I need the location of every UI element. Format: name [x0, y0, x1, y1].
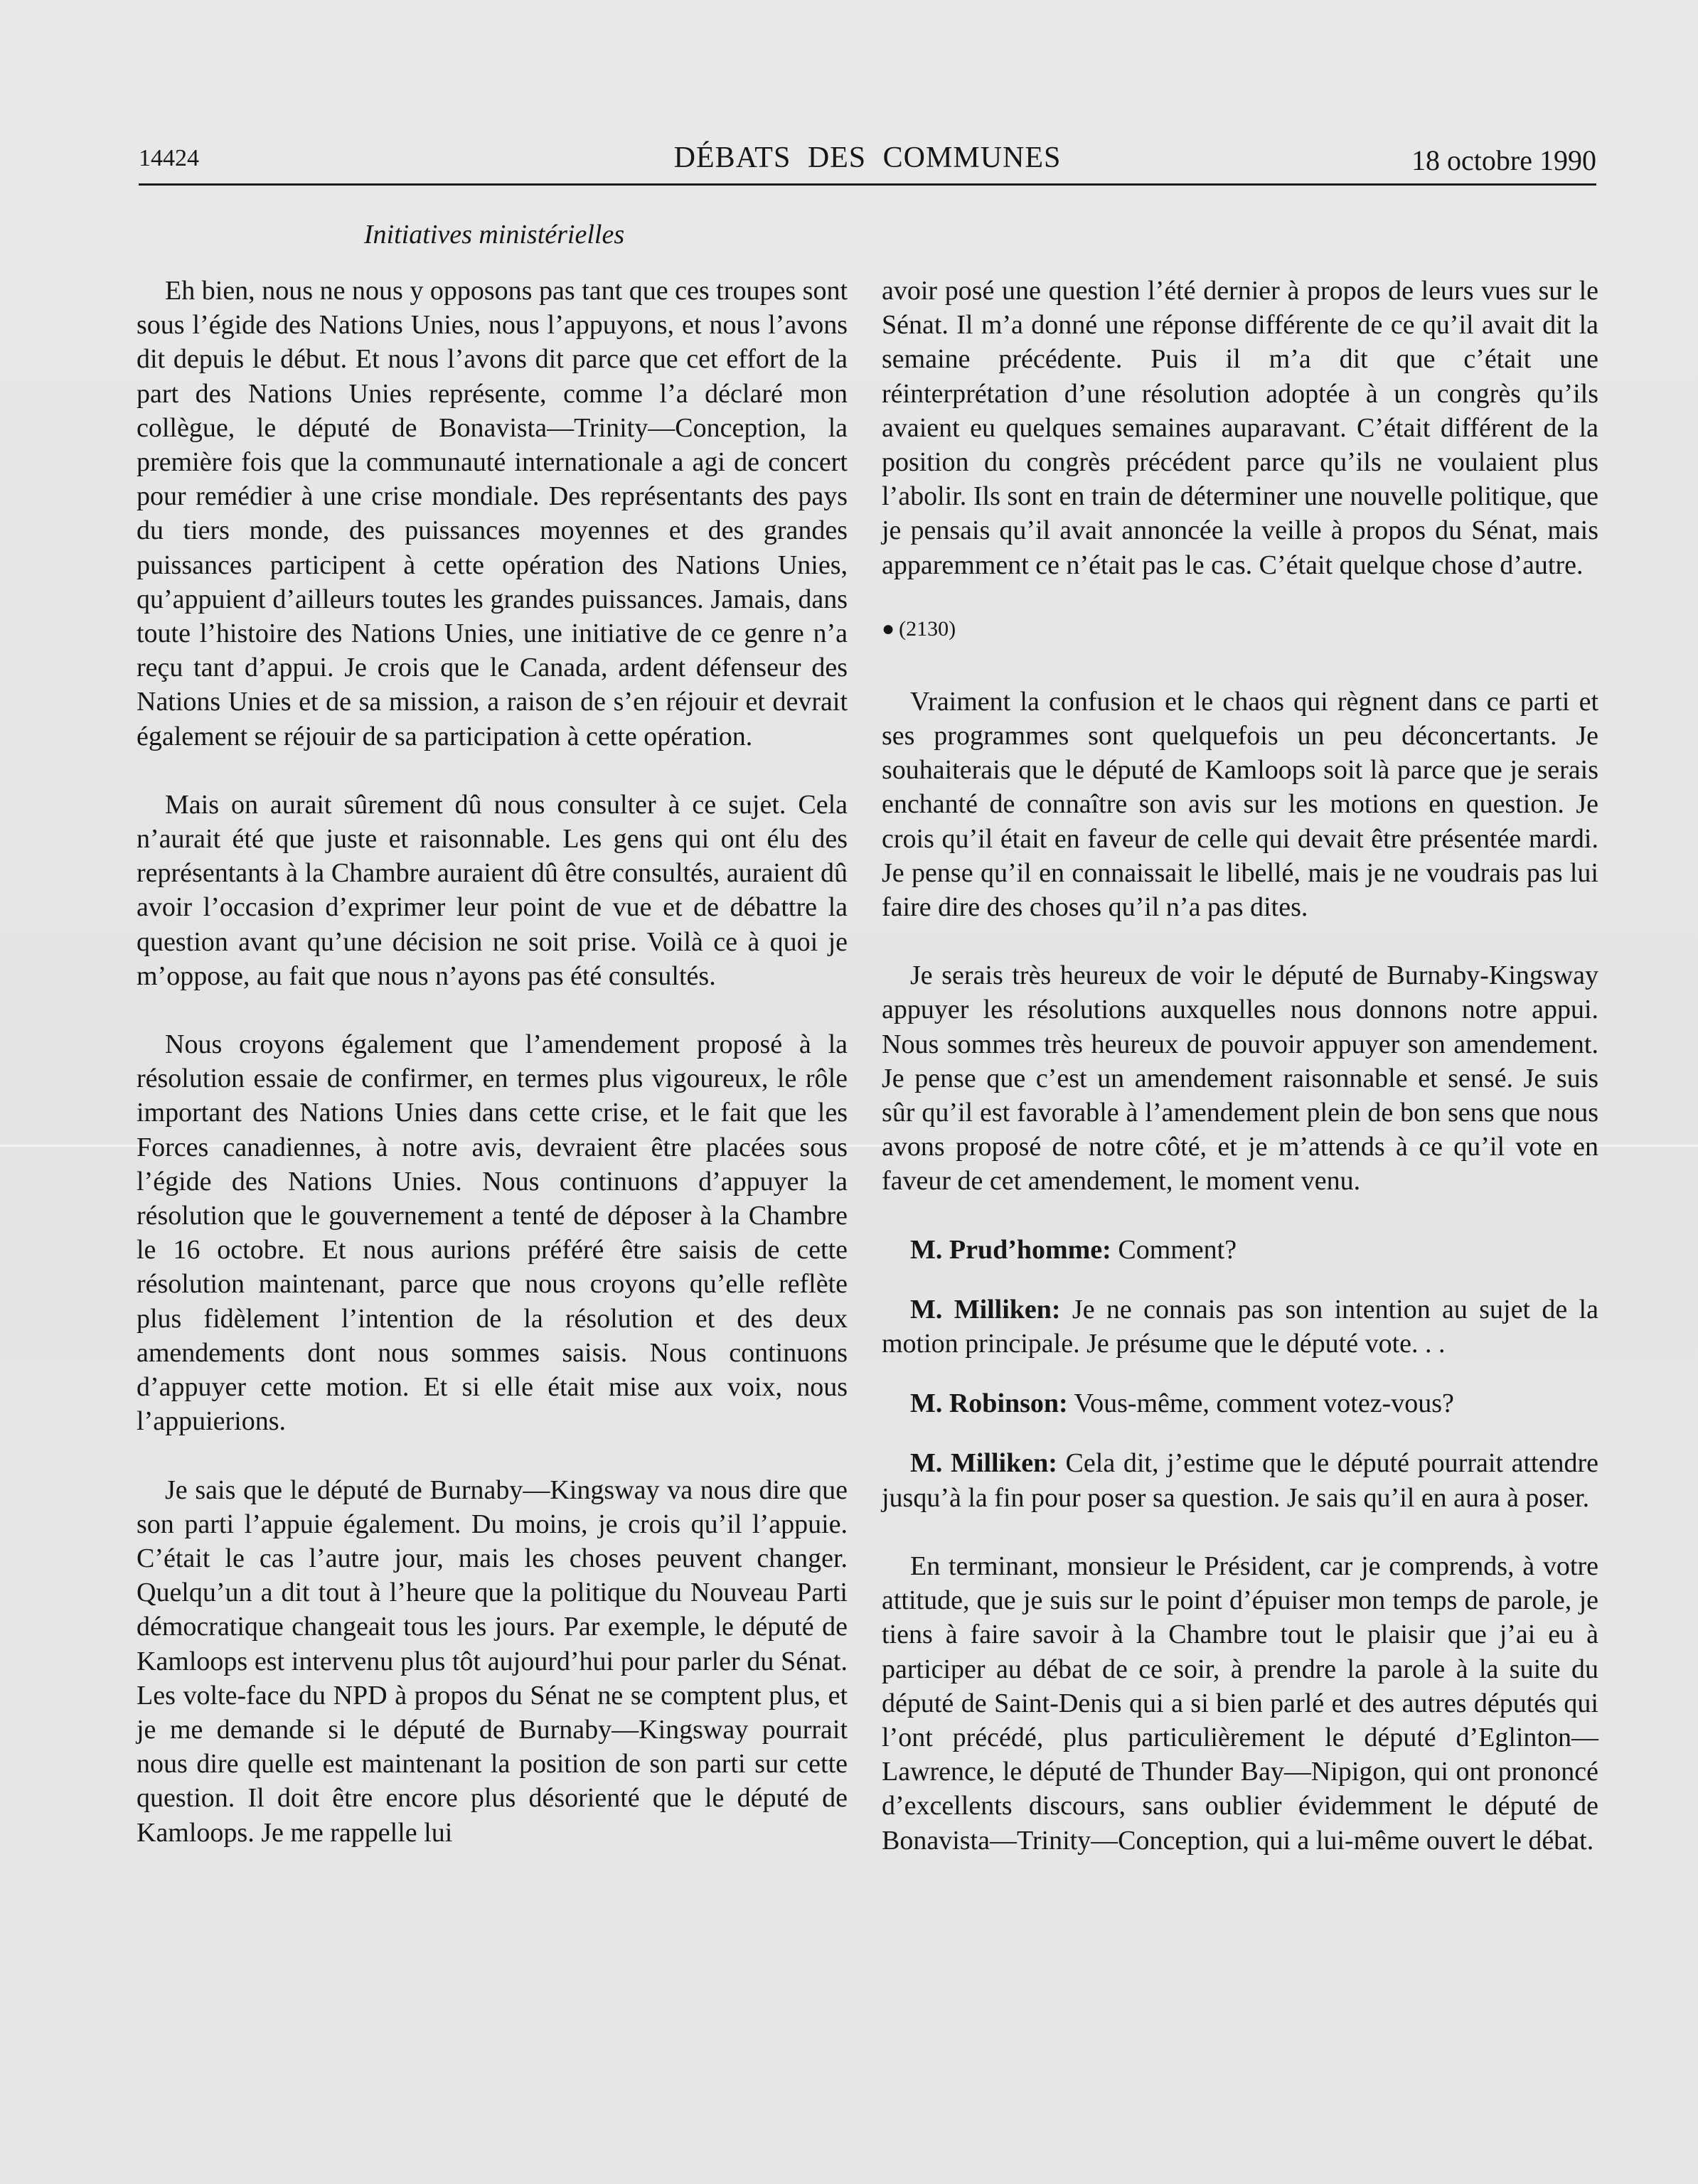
- time-marker-text: (2130): [899, 616, 956, 641]
- paragraph-continuation: avoir posé une question l’été dernier à propos de leurs vues sur le Sénat. Il m’a donné une réponse différente de ce qu’il avait dit la semaine précédente. Puis il m’a dit que c’était une réinterprétation d’une résolution adoptée à un congrès qu’ils avaient eu quelques semaines auparavant. C’était différent de la position du congrès précédent parce qu’ils ne voulaient plus l’abolir. Ils sont en train de déterminer une nouvelle politique, que je pensais qu’il avait annoncée la veille à propos du Sénat, mais apparemment ce n’était pas le cas. C’était quelque chose d’autre.: [882, 276, 1598, 580]
- speaker-name: M. Milliken:: [910, 1294, 1061, 1324]
- page-number: 14424: [139, 145, 199, 171]
- speech-text: Comment?: [1111, 1234, 1237, 1265]
- right-column: [882, 274, 1598, 1892]
- speech-text: Je ne connais pas son intention au sujet de la motion principale. Je présume que le député vote. . .: [882, 1294, 1598, 1359]
- speaker-name: M. Milliken:: [910, 1448, 1057, 1479]
- speech-text: Vous-même, comment votez-vous?: [1067, 1388, 1454, 1419]
- speaker-name: M. Prud’homme:: [910, 1234, 1111, 1265]
- paragraph: Je sais que le député de Burnaby—Kingsway va nous dire que son parti l’appuie également. Du moins, je crois qu’il l’appuie. C’était le cas l’autre jour, mais les choses peuvent changer. Quelqu’un a dit tout à l’heure que la politique du Nouveau Parti démocratique changeait tous les jours. Par exemple, le député de Kamloops est intervenu plus tôt aujourd’hui pour parler du Sénat. Les volte-face du NPD à propos du Sénat ne se comptent plus, et je me demande si le député de Burnaby—Kingsway pourrait nous dire quelle est maintenant la position de son parti sur cette question. Il doit être encore plus désorienté que le député de Kamloops. Je me rappelle lui: [137, 1474, 848, 1848]
- exchange: [882, 1386, 1598, 1420]
- paragraph: Nous croyons également que l’amendement proposé à la résolution essaie de confirmer, en termes plus vigoureux, le rôle important des Nations Unies dans cette crise, et le fait que les Forces canadiennes, à notre avis, devraient être placées sous l’égide des Nations Unies. Nous continuons d’appuyer la résolution que le gouvernement a tenté de déposer à la Chambre le 16 octobre. Et nous aurions préféré être saisis de cette résolution maintenant, parce que nous croyons qu’elle reflète plus fidèlement l’intention de la résolution et des deux amendements dont nous sommes saisis. Nous continuons d’appuyer cette motion. Et si elle était mise aux voix, nous l’appuierions.: [137, 1029, 848, 1437]
- exchange: [882, 1233, 1598, 1267]
- exchange: [882, 1292, 1598, 1361]
- speaker-name: M. Robinson:: [910, 1388, 1068, 1419]
- paragraph: Eh bien, nous ne nous y opposons pas tant que ces troupes sont sous l’égide des Nations Unies, nous l’appuyons, et nous l’avons dit depuis le début. Et nous l’avons dit parce que cet effort de la part des Nations Unies représente, comme l’a déclaré mon collègue, le député de Bonavista—Trinity—Conception, la première fois que la communauté internationale a agi de concert pour remédier à une crise mondiale. Des représentants des pays du tiers monde, des puissances moyennes et des grandes puissances participent à cette opération des Nations Unies, qu’appuient d’ailleurs toutes les grandes puissances. Jamais, dans toute l’histoire des Nations Unies, une initiative de ce genre n’a reçu tant d’appui. Je crois que le Canada, ardent défenseur des Nations Unies et de sa mission, a raison de s’en réjouir et devrait également se réjouir de sa participation à cette opération.: [137, 276, 848, 751]
- paragraph: En terminant, monsieur le Président, car je comprends, à votre attitude, que je suis sur le point d’épuiser mon temps de parole, je tiens à faire savoir à la Chambre tout le plaisir que j’ai eu à participer au débat de ce soir, à prendre la parole à la suite du député de Saint-Denis qui a si bien parlé et des autres députés qui l’ont précédé, plus particulièrement le député d’Eglinton—Lawrence, le député de Thunder Bay—Nipigon, qui ont prononcé d’excellents discours, sans oublier évidemment le député de Bonavista—Trinity—Conception, qui a lui-même ouvert le débat.: [882, 1551, 1598, 1856]
- paragraph: Vraiment la confusion et le chaos qui règnent dans ce parti et ses programmes sont quelquefois un peu déconcertants. Je souhaiterais que le député de Kamloops soit là parce que je serais enchanté de connaître son avis sur les motions en question. Je crois qu’il était en faveur de celle qui devait être présentée mardi. Je pense qu’il en connaissait le libellé, mais je ne voudrais pas lui faire dire des choses qu’il n’a pas dites.: [882, 686, 1598, 923]
- publication-date: 18 octobre 1990: [1411, 144, 1596, 176]
- publication-title: DÉBATS DES COMMUNES: [673, 141, 1062, 174]
- bullet-icon: ●: [882, 616, 895, 641]
- exchange: [882, 1446, 1598, 1514]
- header-rule: [139, 183, 1596, 186]
- paragraph: Mais on aurait sûrement dû nous consulter à ce sujet. Cela n’aurait été que juste et raisonnable. Les gens qui ont élu des représentants à la Chambre auraient dû être consultés, auraient dû avoir l’occasion d’exprimer leur point de vue et de débattre la question avant qu’une décision ne soit prise. Voilà ce à quoi je m’oppose, au fait que nous n’ayons pas été consultés.: [137, 789, 848, 991]
- section-heading: Initiatives ministérielles: [363, 220, 625, 250]
- time-marker: [882, 616, 1598, 642]
- page-header: [139, 141, 1596, 185]
- paragraph: Je serais très heureux de voir le député de Burnaby-Kingsway appuyer les résolutions auxquelles nous donnons notre appui. Nous sommes très heureux de pouvoir appuyer son amendement. Je pense que c’est un amendement raisonnable et sensé. Je suis sûr qu’il est favorable à l’amendement plein de bon sens que nous avons proposé de notre côté, et je m’attends à ce qu’il vote en faveur de cet amendement, le moment venu.: [882, 960, 1598, 1197]
- left-column: [137, 274, 848, 1884]
- speech-text: Cela dit, j’estime que le député pourrait attendre jusqu’à la fin pour poser sa question. Je sais qu’il en aura à poser.: [882, 1448, 1598, 1513]
